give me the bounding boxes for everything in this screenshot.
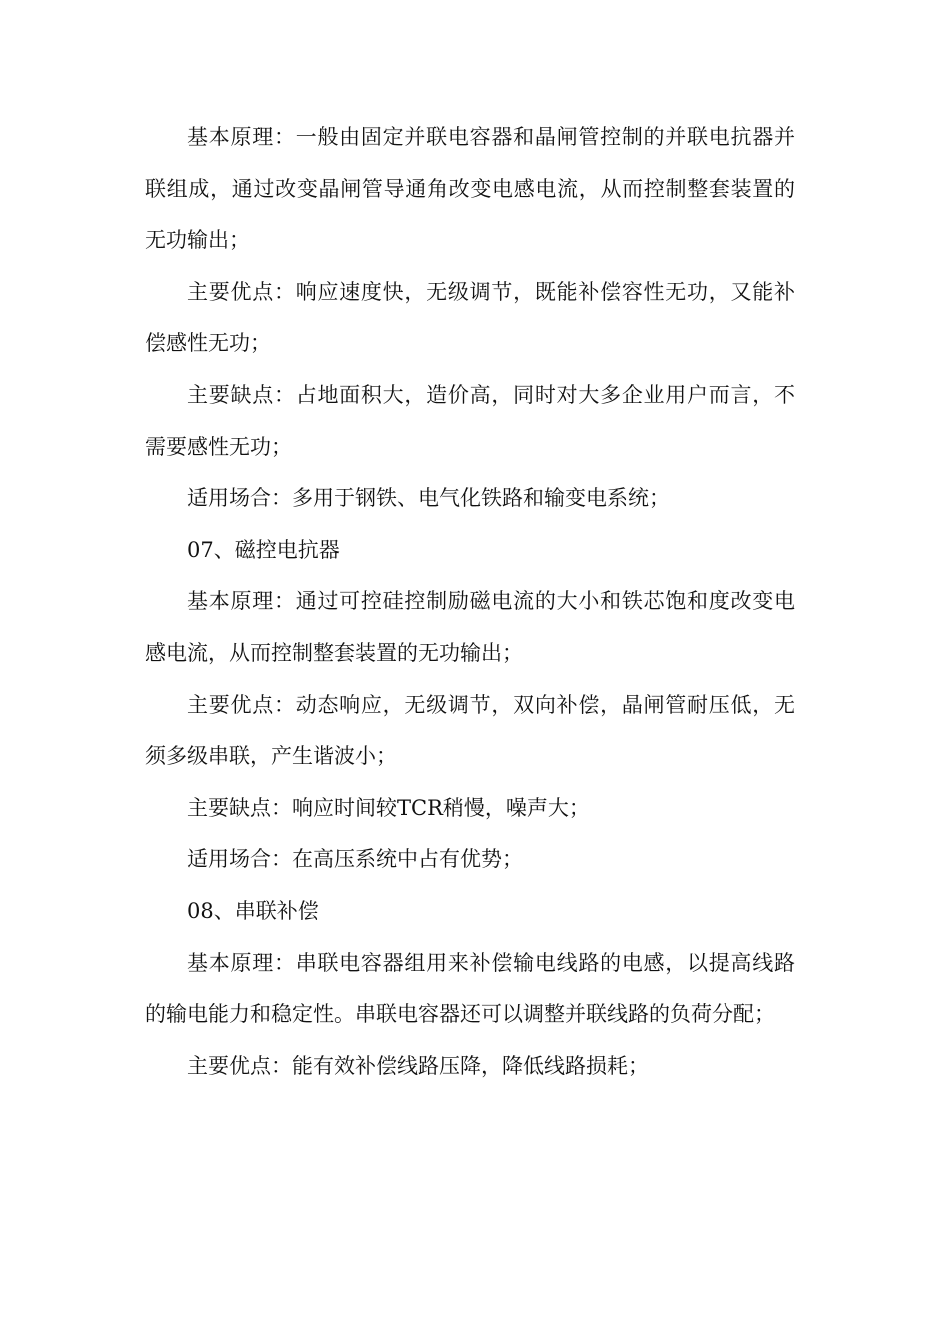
paragraph-mcr-disadvantages: 主要缺点：响应时间较TCR稍慢，噪声大；: [187, 795, 590, 820]
section-heading-08: 08、串联补偿: [187, 898, 319, 923]
paragraph-tsc-tcr-applications: 适用场合：多用于钢铁、电气化铁路和输变电系统；: [187, 486, 670, 511]
paragraph-series-principle: 基本原理：串联电容器组用来补偿输电线路的电感，以提高线路的输电能力和稳定性。串联电容器还可以调整并联线路的负荷分配；: [145, 950, 795, 1027]
paragraph-series-advantages: 主要优点：能有效补偿线路压降，降低线路损耗；: [187, 1053, 649, 1078]
paragraph-tsc-tcr-principle: 基本原理：一般由固定并联电容器和晶闸管控制的并联电抗器并联组成，通过改变晶闸管导通角改变电感电流，从而控制整套装置的无功输出；: [145, 125, 795, 253]
section-heading-07: 07、磁控电抗器: [187, 537, 340, 562]
paragraph-mcr-advantages: 主要优点：动态响应，无级调节，双向补偿，晶闸管耐压低，无须多级串联，产生谐波小；: [145, 692, 795, 769]
paragraph-tsc-tcr-disadvantages: 主要缺点：占地面积大，造价高，同时对大多企业用户而言，不需要感性无功；: [145, 382, 795, 459]
paragraph-mcr-principle: 基本原理：通过可控硅控制励磁电流的大小和铁芯饱和度改变电感电流，从而控制整套装置的无功输出；: [145, 589, 795, 665]
paragraph-mcr-applications: 适用场合：在高压系统中占有优势；: [187, 847, 523, 872]
paragraph-tsc-tcr-advantages: 主要优点：响应速度快，无级调节，既能补偿容性无功，又能补偿感性无功；: [145, 279, 795, 356]
document-body: [145, 112, 795, 1092]
